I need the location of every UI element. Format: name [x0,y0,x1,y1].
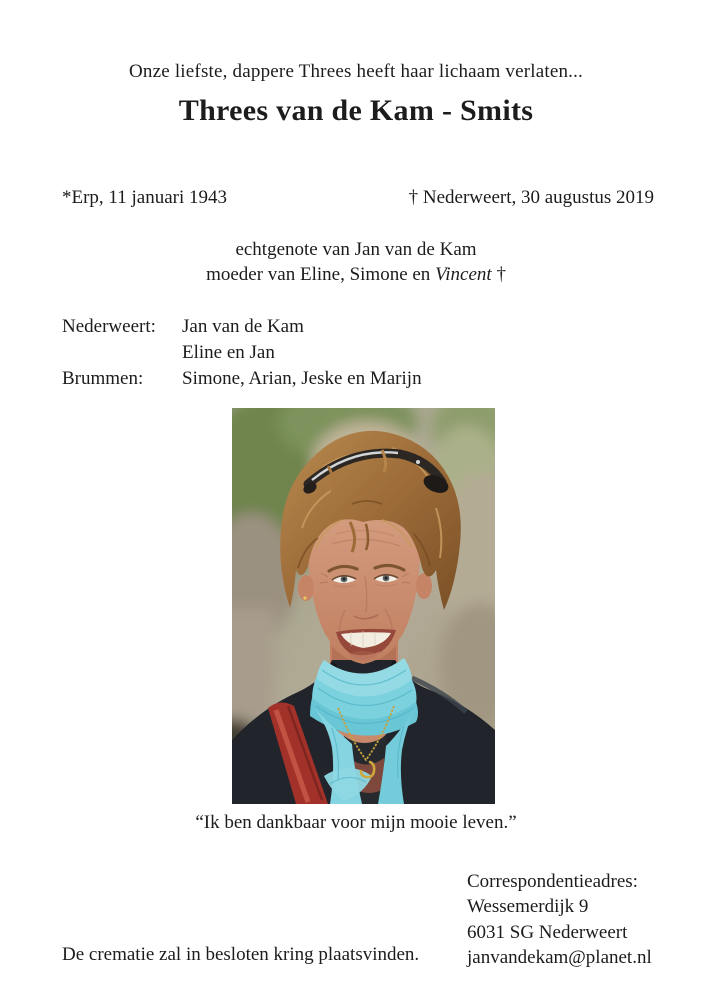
portrait-photo [232,408,495,804]
relation-children-prefix: moeder van Eline, Simone en [206,264,436,285]
portrait-photo-illustration [232,408,495,804]
birth-date: *Erp, 11 januari 1943 [62,187,227,208]
relation-children-name: Vincent [435,264,492,285]
family-names: Eline en Jan [182,342,275,363]
cremation-note: De crematie zal in besloten kring plaatsvinden. [62,944,420,965]
correspondence-postal: 6031 SG Nederweert [467,921,628,943]
family-row [62,340,422,366]
relation-children-dagger: † [491,264,506,285]
dates-row [62,187,654,209]
relation-spouse: echtgenote van Jan van de Kam [235,239,477,260]
family-row [62,314,422,340]
family-place: Brummen: [62,368,144,389]
intro-line: Onze liefste, dappere Threes heeft haar lichaam verlaten... [128,61,584,82]
quote-line: “Ik ben dankbaar voor mijn mooie leven.” [195,812,517,833]
family-place: Nederweert: [62,316,156,337]
deceased-name: Threes van de Kam - Smits [178,94,534,127]
death-date: † Nederweert, 30 augustus 2019 [408,187,654,208]
correspondence-block [467,869,652,971]
family-names: Jan van de Kam [182,316,304,337]
family-place [62,340,182,366]
family-row [62,366,422,392]
correspondence-label: Correspondentieadres: [467,871,638,892]
relations-block [0,237,712,287]
family-names: Simone, Arian, Jeske en Marijn [182,368,422,389]
correspondence-email: janvandekam@planet.nl [467,947,652,969]
relation-children [0,262,712,287]
family-list [62,314,422,392]
correspondence-street: Wessemerdijk 9 [467,896,589,918]
